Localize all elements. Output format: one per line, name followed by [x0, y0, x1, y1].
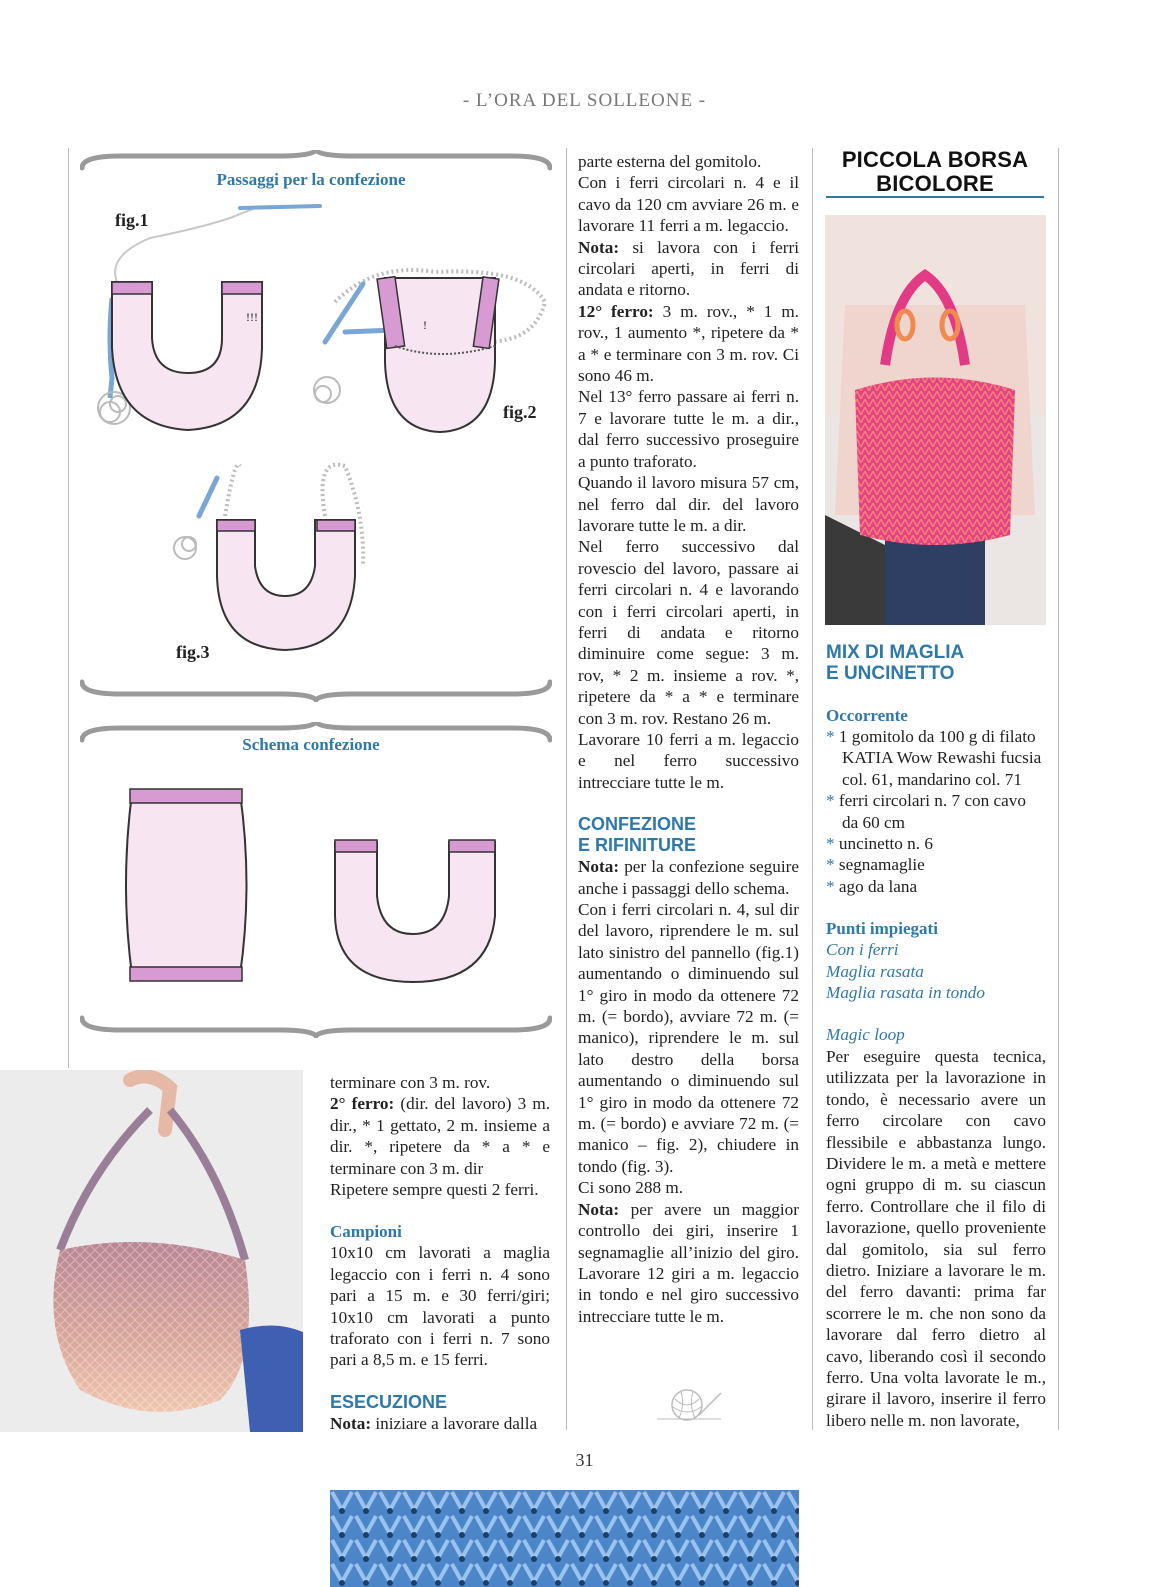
mix-title-2: E UNCINETTO: [826, 663, 955, 684]
bullet-star-icon: *: [826, 791, 835, 811]
fig3-illustration: [165, 456, 405, 656]
column-rule-edge: [1058, 148, 1059, 1430]
title-underline: [826, 196, 1044, 198]
punti-item: Con i ferri: [826, 940, 899, 960]
schema-panel-illustration: [118, 785, 258, 985]
bullet-star-icon: *: [826, 834, 835, 854]
col2-p2: Con i ferri circolari n. 4 e il cavo da 120 cm avviare 26 m. e lavorare 11 ferri a m. legaccio.: [578, 173, 799, 236]
fig2-illustration: [305, 262, 555, 437]
knit-texture-strip: [330, 1490, 799, 1587]
confezione-title-1: CONFEZIONE: [578, 814, 697, 835]
punti-title: Punti impiegati: [826, 919, 938, 939]
nota3-label: Nota:: [578, 1199, 620, 1219]
esecuzione-text: iniziare a lavorare dalla: [371, 1413, 538, 1433]
campioni-text: 10x10 cm lavorati a maglia legaccio con i ferri n. 4 sono pari a 15 m. e 30 ferri/giri; 10x10 cm lavorati a punto traforato con i ferri n. 7 sono pari a 8,5 m. e 15 ferri.: [330, 1243, 550, 1370]
column-rule-left: [68, 148, 69, 1068]
esecuzione-label: Nota:: [330, 1413, 372, 1433]
nota1-label: Nota:: [578, 237, 620, 257]
bullet-star-icon: *: [826, 876, 835, 896]
bullet-star-icon: *: [826, 727, 835, 746]
col2-p6: Lavorare 10 ferri a m. legaccio e nel ferro successivo intrecciare tutte le m.: [578, 729, 799, 792]
punti-item: Maglia rasata in tondo: [826, 983, 985, 1003]
fig1-label: fig.1: [115, 210, 149, 230]
confezione-title-2: E RIFINITURE: [578, 835, 697, 856]
column-rule-mid: [566, 148, 567, 1430]
col1-repeat: Ripetere sempre questi 2 ferri.: [330, 1180, 539, 1200]
col2-p7: Con i ferri circolari n. 4, sul dir del lavoro, riprendere le m. sul lato sinistro del pannello (fig.1) aumentando o diminuendo sul 1° giro in modo da ottenere 72 m. (= bordo), avviare 72 m. (= manico), riprendere le m. sul lato destro della borsa aumentando o diminuendo sul 1° giro in modo da ottenere 72 m. (= bordo) e avviare 72 m. (= manico – fig. 2), chiudere in tondo (fig. 3).: [578, 900, 799, 1176]
col2-ferro12: [578, 301, 799, 387]
diagram1-title: Passaggi per la confezione: [216, 170, 406, 189]
mix-title-1: MIX DI MAGLIA: [826, 642, 965, 663]
col1-line: terminare con 3 m. rov.: [330, 1073, 491, 1092]
nota1-text: si lavora con i ferri circolari aperti, in ferri di andata e ritorno.: [578, 237, 799, 300]
ferro2-label: 2° ferro:: [330, 1094, 395, 1114]
col2-p4: Quando il lavoro misura 57 cm, nel ferro dal dir. del lavoro lavorare tutte le m. a dir.: [578, 473, 799, 535]
yarn-ball-icon: [655, 1385, 725, 1425]
bullet-star-icon: *: [826, 855, 835, 875]
ferro12-text: 3 m. rov., * 1 m. rov., 1 aumento *, ripetere da * a * e terminare con 3 m. rov. Ci sono 46 m.: [578, 301, 799, 386]
magic-loop-title: Magic loop: [826, 1025, 905, 1045]
nota3-text: per avere un maggior controllo dei giri, inserire 1 segnamaglie all’inizio del giro. Lavorare 12 giri a m. legaccio in tondo e nel giro successivo intrecciare tutte le m.: [578, 1199, 799, 1326]
nota2-label: Nota:: [578, 857, 620, 877]
magic-loop-text: Per eseguire questa tecnica, utilizzata per la lavorazione in tondo, è necessario avere un ferro circolare con cavo flessibile e abbastanza lungo. Dividere le m. a metà e mettere ogni gruppo di m. su ciascun ferro. Controllare che il filo di lavorazione, quello proveniente dal gomitolo, sia sul ferro dietro. Iniziare a lavorare le m. del ferro davanti: prima far scorrere le m. che non sono da lavorare dal ferro dietro al cavo, liberando così il secondo ferro. Una volta lavorate le m., girare il lavoro, inserire il ferro libero nelle m. non lavorate,: [826, 1046, 1046, 1430]
diagram-frame-bottom: [80, 672, 552, 702]
occorrente-list: [826, 726, 1046, 897]
article-title-line2: BICOLORE: [876, 171, 994, 196]
list-item: * ago da lana: [826, 876, 918, 896]
column-2-text: [578, 151, 799, 1327]
article-title: [826, 148, 1044, 196]
col2-nota2: [578, 856, 799, 899]
campioni-title: Campioni: [330, 1222, 402, 1242]
col2-p8: Ci sono 288 m.: [578, 1178, 684, 1198]
schema-u-shape-illustration: [325, 836, 505, 986]
fig3-label: fig.3: [176, 642, 210, 662]
nota2-text: per la confezione seguire anche i passaggi dello schema.: [578, 857, 799, 898]
list-item: * uncinetto n. 6: [826, 834, 933, 854]
fig1-illustration: [90, 198, 330, 448]
col2-p5: Nel ferro successivo dal rovescio del lavoro, passare ai ferri circolari n. 4 e lavorando con i ferri circolari aperti, in ferri di andata e ritorno diminuire come segue: 3 m. rov, * 2 m. insieme a rov. *, ripetere da * a * e terminare con 3 m. rov. Restano 26 m.: [578, 537, 799, 728]
column-1-text: [330, 1072, 550, 1434]
photo-pink-bag: [825, 215, 1046, 625]
punti-item: Maglia rasata: [826, 961, 924, 981]
col1-ferro2: [330, 1093, 550, 1179]
diagram2-title: Schema confezione: [242, 735, 380, 754]
col2-nota3: [578, 1199, 799, 1327]
list-item: * 1 gomitolo da 100 g di filato KATIA Wow Rewashi fucsia col. 61, mandarino col. 71: [826, 727, 1042, 789]
col2-p3: Nel 13° ferro passare ai ferri n. 7 e lavorare tutte le m. a dir., dal ferro successivo proseguire a punto traforato.: [578, 387, 799, 471]
photo-mesh-bag: [0, 1070, 303, 1432]
ferro12-label: 12° ferro:: [578, 301, 654, 321]
esecuzione-note: [330, 1413, 550, 1434]
list-item: * segnamaglie: [826, 855, 925, 875]
column-rule-right: [812, 148, 813, 1430]
ferro2-text: (dir. del lavoro) 3 m. dir., * 1 gettato, 2 m. insieme a dir. *, ripetere da * a * e terminare con 3 m. dir: [330, 1094, 550, 1178]
list-item: * ferri circolari n. 7 con cavo da 60 cm: [826, 791, 1026, 832]
page-number: 31: [575, 1450, 594, 1470]
col2-nota1: [578, 237, 799, 301]
column-3-text: [826, 642, 1046, 1431]
running-head: - L’ORA DEL SOLLEONE -: [462, 90, 707, 111]
diagram2-frame-bottom: [80, 1008, 552, 1038]
col2-p1: parte esterna del gomitolo.: [578, 152, 762, 171]
fig2-warning-mark: !: [423, 318, 427, 332]
fig2-label: fig.2: [503, 402, 537, 422]
article-title-line1: PICCOLA BORSA: [841, 147, 1029, 172]
esecuzione-title: ESECUZIONE: [330, 1391, 448, 1412]
occorrente-title: Occorrente: [826, 706, 908, 725]
fig1-warning-mark: !!!: [246, 310, 258, 324]
